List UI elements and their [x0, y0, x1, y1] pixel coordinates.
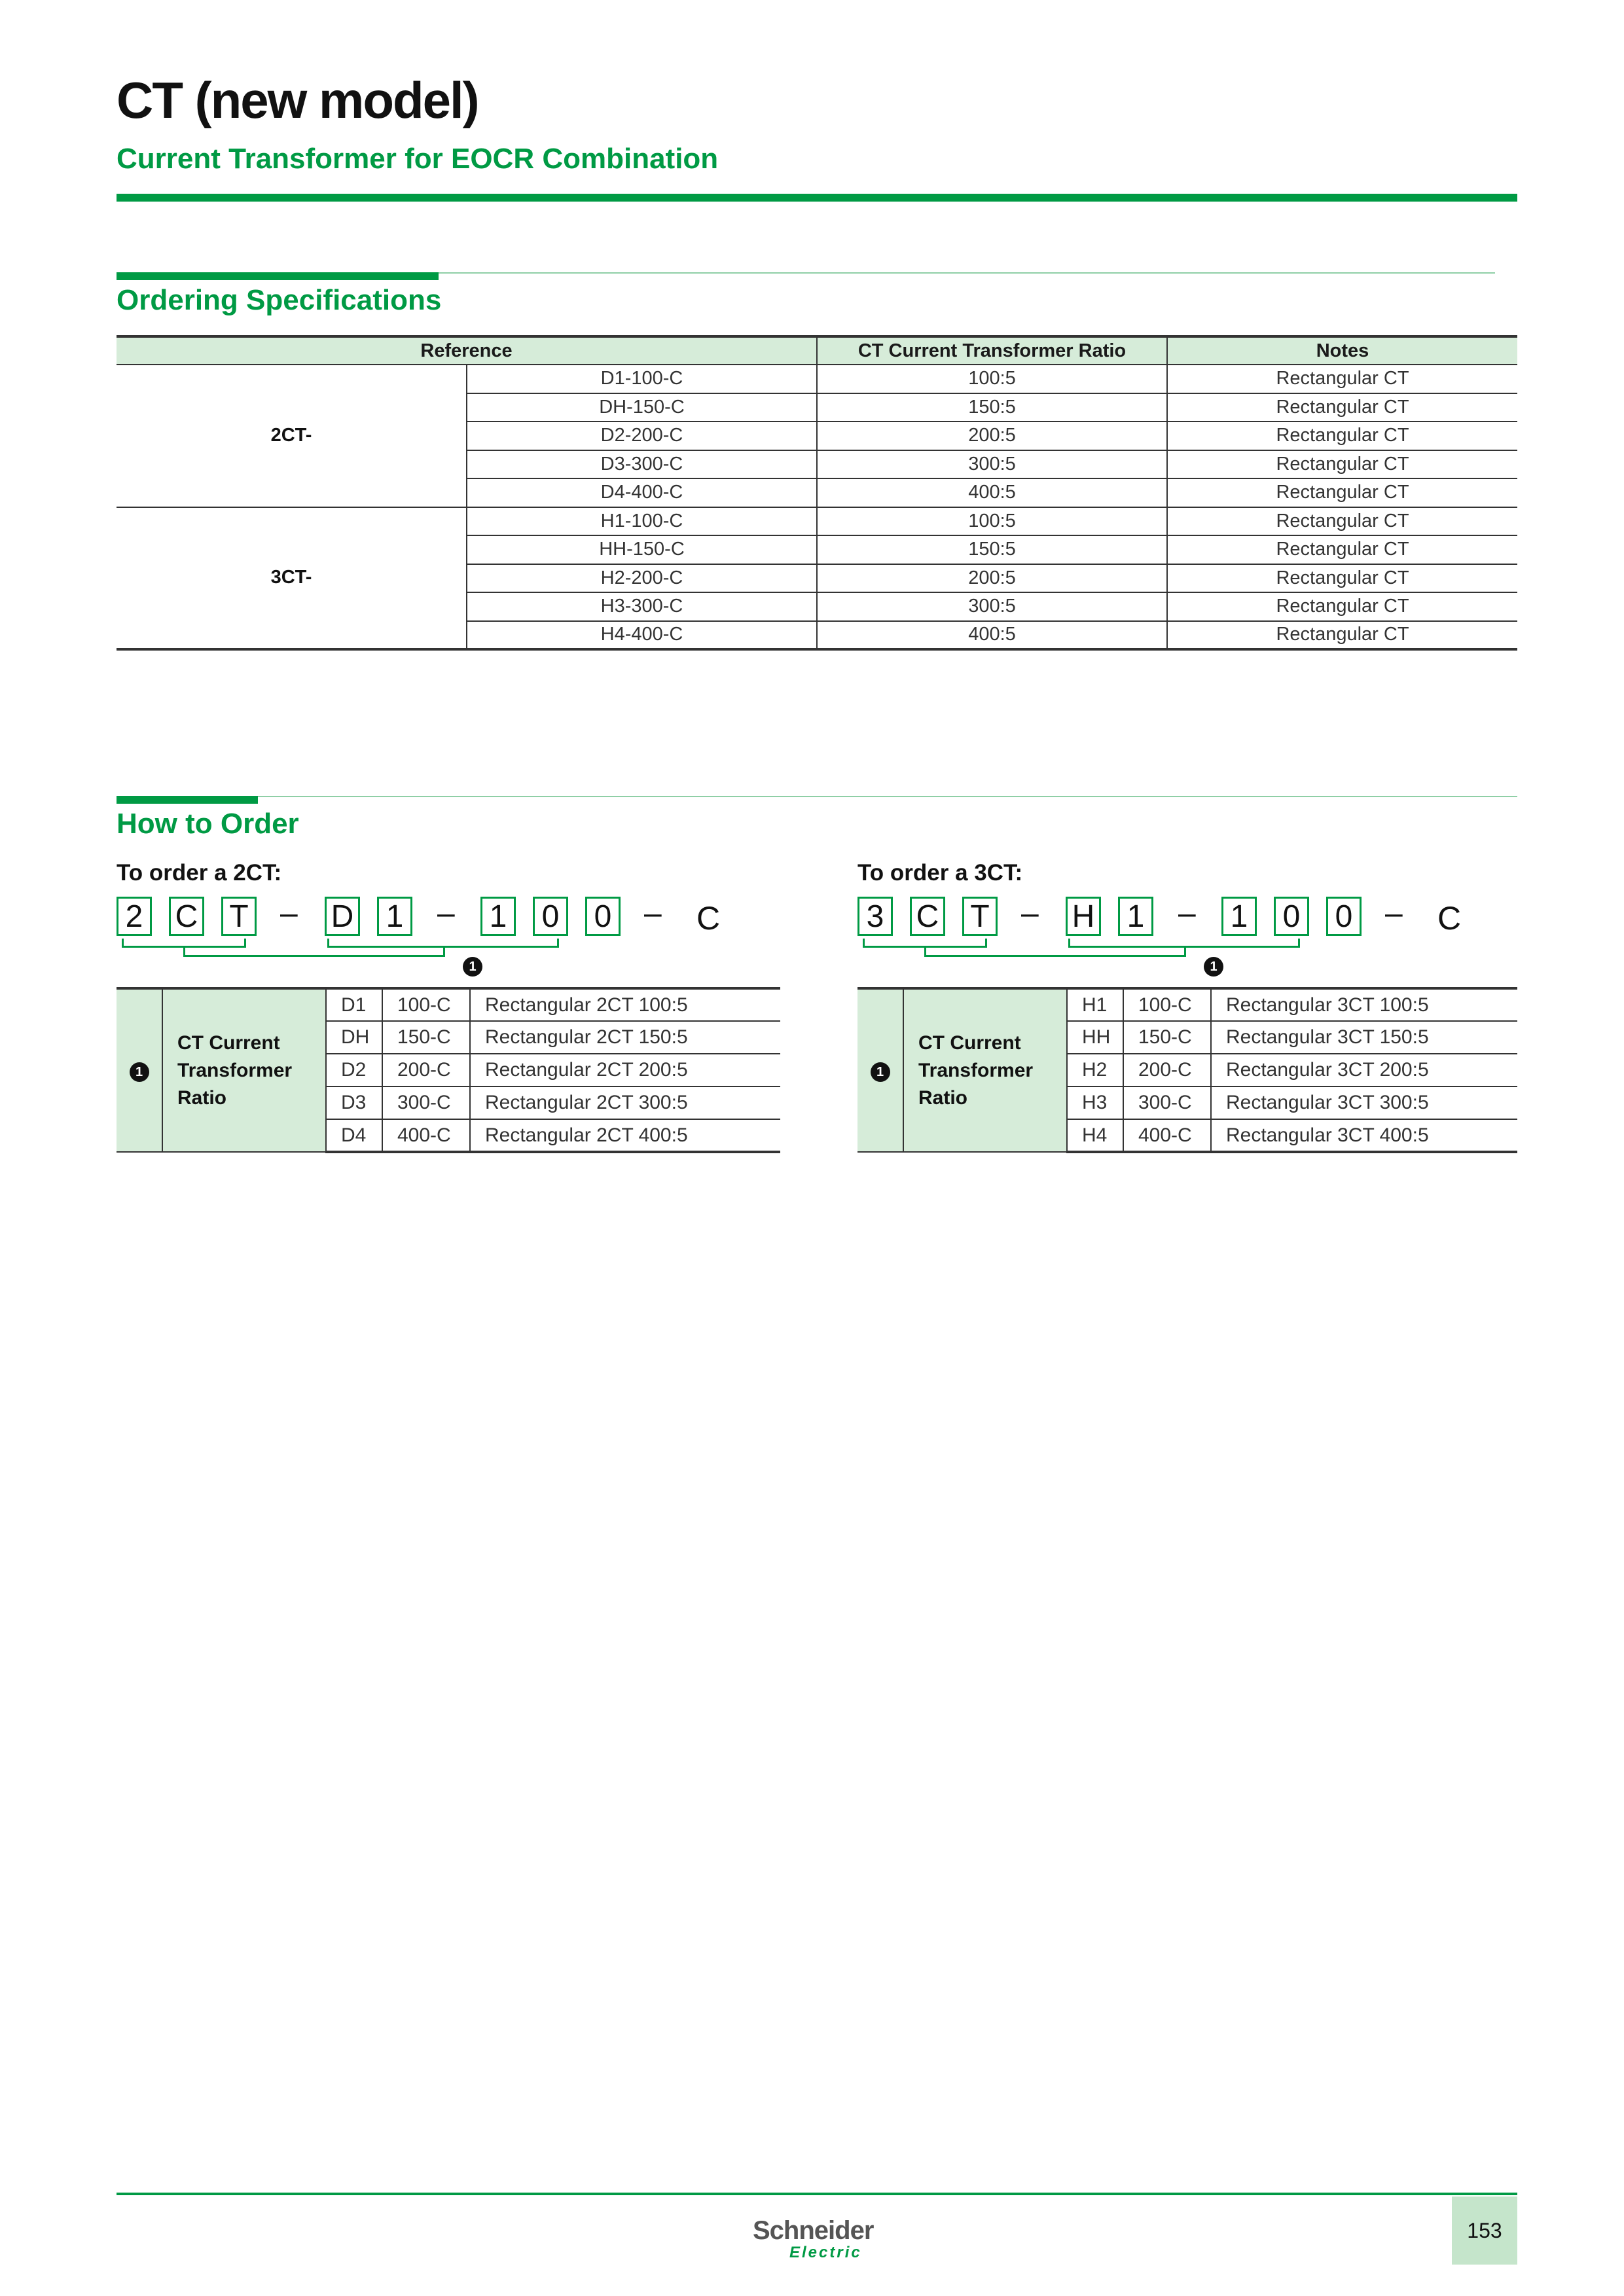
table-row [117, 507, 1517, 536]
option-desc: Rectangular 2CT 300:5 [470, 1086, 780, 1119]
code-bracket [863, 939, 987, 948]
row-code: D4-400-C [467, 478, 817, 507]
order-2ct-label: To order a 2CT: [117, 860, 282, 886]
row-ratio: 150:5 [817, 393, 1167, 422]
callout-badge: 1 [463, 957, 482, 977]
option-value: 200-C [1123, 1054, 1211, 1086]
option-code: D4 [326, 1119, 382, 1152]
option-code: H2 [1067, 1054, 1123, 1086]
code-dash: – [437, 896, 455, 931]
option-desc: Rectangular 3CT 400:5 [1211, 1119, 1517, 1152]
option-desc: Rectangular 3CT 100:5 [1211, 988, 1517, 1021]
option-value: 150-C [1123, 1021, 1211, 1054]
code-char-box: C [910, 897, 945, 936]
order-3ct-label: To order a 3CT: [857, 860, 1023, 886]
column-header-reference: Reference [117, 336, 817, 365]
callout-badge: 1 [871, 1062, 890, 1082]
option-desc: Rectangular 3CT 200:5 [1211, 1054, 1517, 1086]
code-char-box: 1 [1118, 897, 1153, 936]
category-label: CT Current Transformer Ratio [162, 988, 326, 1152]
code-bracket [924, 948, 1186, 957]
option-desc: Rectangular 3CT 300:5 [1211, 1086, 1517, 1119]
row-note: Rectangular CT [1167, 507, 1517, 536]
row-ratio: 150:5 [817, 535, 1167, 564]
code-char-box: 0 [1274, 897, 1309, 936]
code-dash: – [1021, 896, 1039, 931]
row-code: D3-300-C [467, 450, 817, 479]
code-char-box: 1 [480, 897, 516, 936]
row-code: D2-200-C [467, 422, 817, 450]
row-note: Rectangular CT [1167, 450, 1517, 479]
schneider-electric-logo [753, 2216, 897, 2262]
option-value: 100-C [1123, 988, 1211, 1021]
column-header-ratio: CT Current Transformer Ratio [817, 336, 1167, 365]
code-dash: – [644, 896, 662, 931]
option-desc: Rectangular 2CT 200:5 [470, 1054, 780, 1086]
row-ratio: 100:5 [817, 507, 1167, 536]
code-char-box: 1 [1221, 897, 1257, 936]
code-char-box: 1 [377, 897, 412, 936]
code-dash: – [1178, 896, 1196, 931]
row-ratio: 400:5 [817, 478, 1167, 507]
order-table-3ct [857, 987, 1517, 1153]
code-char-box: 0 [533, 897, 568, 936]
row-note: Rectangular CT [1167, 365, 1517, 393]
code-char-box: D [325, 897, 360, 936]
option-desc: Rectangular 2CT 150:5 [470, 1021, 780, 1054]
table-row [117, 365, 1517, 393]
row-note: Rectangular CT [1167, 535, 1517, 564]
row-ratio: 200:5 [817, 564, 1167, 593]
column-header-notes: Notes [1167, 336, 1517, 365]
order-code-3ct [857, 897, 1473, 937]
option-code: HH [1067, 1021, 1123, 1054]
footer-divider [117, 2193, 1517, 2195]
code-char-box: 2 [117, 897, 152, 936]
code-dash: – [1385, 896, 1403, 931]
option-value: 200-C [382, 1054, 470, 1086]
order-code-2ct [117, 897, 732, 937]
option-desc: Rectangular 2CT 400:5 [470, 1119, 780, 1152]
option-code: D2 [326, 1054, 382, 1086]
section-line [258, 796, 1517, 797]
code-char-box: T [962, 897, 998, 936]
row-code: H2-200-C [467, 564, 817, 593]
row-note: Rectangular CT [1167, 478, 1517, 507]
option-value: 400-C [382, 1119, 470, 1152]
row-note: Rectangular CT [1167, 393, 1517, 422]
callout-badge: 1 [1204, 957, 1223, 977]
option-value: 300-C [382, 1086, 470, 1119]
section-bar [117, 272, 439, 280]
section-bar [117, 796, 258, 804]
page-title: CT (new model) [117, 71, 478, 129]
table-row [117, 988, 780, 1021]
order-table-2ct [117, 987, 780, 1153]
row-ratio: 200:5 [817, 422, 1167, 450]
callout-cell [117, 988, 162, 1152]
code-dash: – [280, 896, 298, 931]
row-note: Rectangular CT [1167, 422, 1517, 450]
option-value: 100-C [382, 988, 470, 1021]
row-note: Rectangular CT [1167, 564, 1517, 593]
row-code: D1-100-C [467, 365, 817, 393]
ordering-section-title: Ordering Specifications [117, 284, 442, 316]
row-code: HH-150-C [467, 535, 817, 564]
code-bracket [183, 948, 445, 957]
option-value: 400-C [1123, 1119, 1211, 1152]
title-divider [117, 194, 1517, 202]
page-subtitle: Current Transformer for EOCR Combination [117, 143, 719, 175]
code-bracket [122, 939, 246, 948]
callout-badge: 1 [130, 1062, 149, 1082]
option-value: 150-C [382, 1021, 470, 1054]
row-code: DH-150-C [467, 393, 817, 422]
how-to-order-title: How to Order [117, 808, 299, 840]
option-code: D3 [326, 1086, 382, 1119]
option-code: H1 [1067, 988, 1123, 1021]
code-char-box: 0 [585, 897, 621, 936]
code-bracket [1068, 939, 1300, 948]
row-code: H3-300-C [467, 592, 817, 621]
group-prefix-2ct: 2CT- [117, 365, 467, 507]
option-code: H3 [1067, 1086, 1123, 1119]
option-code: D1 [326, 988, 382, 1021]
group-prefix-3ct: 3CT- [117, 507, 467, 650]
row-code: H1-100-C [467, 507, 817, 536]
row-note: Rectangular CT [1167, 592, 1517, 621]
row-code: H4-400-C [467, 621, 817, 650]
code-suffix: C [1437, 900, 1462, 937]
option-code: H4 [1067, 1119, 1123, 1152]
row-ratio: 100:5 [817, 365, 1167, 393]
row-ratio: 300:5 [817, 592, 1167, 621]
section-line [439, 272, 1495, 274]
option-desc: Rectangular 2CT 100:5 [470, 988, 780, 1021]
ordering-specifications-table [117, 335, 1517, 651]
code-char-box: T [221, 897, 257, 936]
code-suffix: C [696, 900, 721, 937]
table-row [857, 988, 1517, 1021]
category-label: CT Current Transformer Ratio [903, 988, 1067, 1152]
callout-cell [857, 988, 903, 1152]
row-note: Rectangular CT [1167, 621, 1517, 650]
code-bracket [327, 939, 559, 948]
logo-subtext: Electric [789, 2244, 862, 2261]
option-code: DH [326, 1021, 382, 1054]
row-ratio: 400:5 [817, 621, 1167, 650]
row-ratio: 300:5 [817, 450, 1167, 479]
code-char-box: 3 [857, 897, 893, 936]
option-desc: Rectangular 3CT 150:5 [1211, 1021, 1517, 1054]
page-number: 153 [1452, 2197, 1517, 2265]
code-char-box: C [169, 897, 204, 936]
code-char-box: 0 [1326, 897, 1362, 936]
code-char-box: H [1066, 897, 1101, 936]
option-value: 300-C [1123, 1086, 1211, 1119]
logo-wordmark: Schneider [753, 2216, 874, 2245]
table-header-row [117, 336, 1517, 365]
